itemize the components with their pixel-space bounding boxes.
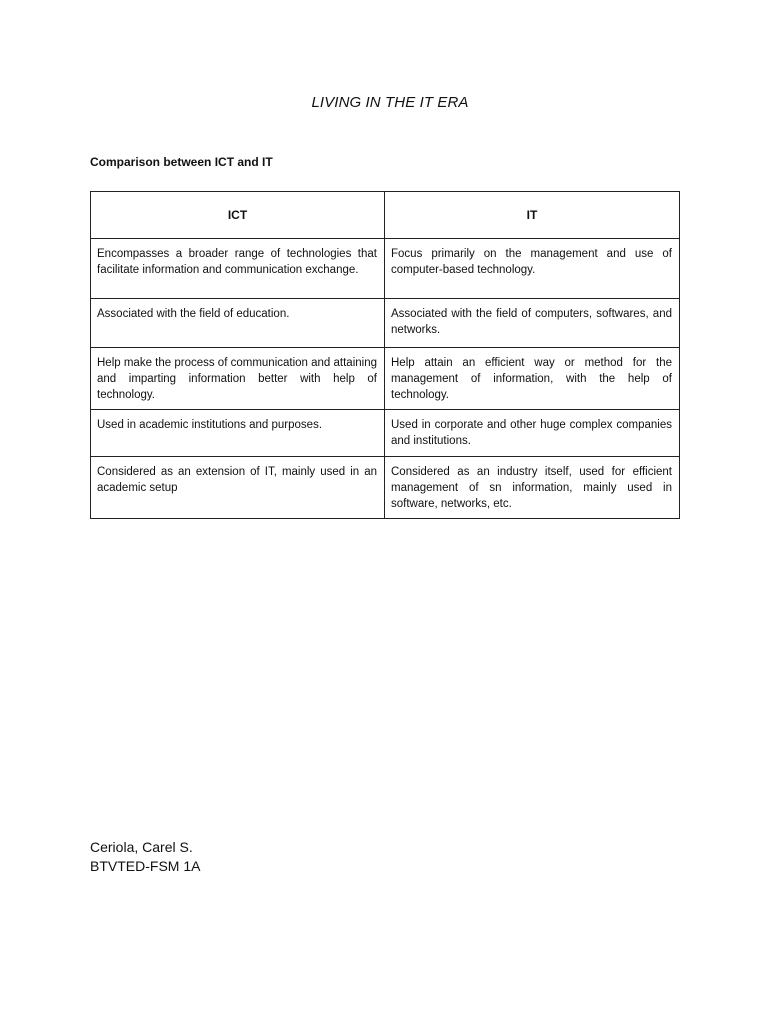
table-cell-it: Considered as an industry itself, used for efficient management of sn information, mainly used in software, networks, etc. [385, 457, 680, 519]
comparison-table [90, 191, 680, 519]
table-header-row [91, 192, 680, 239]
table-cell-ict: Considered as an extension of IT, mainly used in an academic setup [91, 457, 385, 519]
table-cell-ict: Help make the process of communication and attaining and imparting information better with help of technology. [91, 348, 385, 410]
table-cell-it: Help attain an efficient way or method for the management of information, with the help of technology. [385, 348, 680, 410]
table-row [91, 348, 680, 410]
table-row [91, 410, 680, 457]
author-course: BTVTED-FSM 1A [90, 858, 201, 874]
table-cell-it: Used in corporate and other huge complex companies and institutions. [385, 410, 680, 457]
table-row [91, 239, 680, 299]
table-cell-ict: Used in academic institutions and purposes. [91, 410, 385, 457]
table-row [91, 457, 680, 519]
author-name: Ceriola, Carel S. [90, 839, 193, 855]
table-row [91, 299, 680, 348]
table-cell-it: Focus primarily on the management and use of computer-based technology. [385, 239, 680, 299]
table-cell-it: Associated with the field of computers, softwares, and networks. [385, 299, 680, 348]
table-cell-ict: Associated with the field of education. [91, 299, 385, 348]
column-header-it: IT [385, 192, 680, 239]
section-heading: Comparison between ICT and IT [90, 155, 273, 169]
document-title: LIVING IN THE IT ERA [311, 94, 469, 111]
author-block [90, 838, 200, 876]
column-header-ict: ICT [91, 192, 385, 239]
table-cell-ict: Encompasses a broader range of technologies that facilitate information and communication exchange. [91, 239, 385, 299]
